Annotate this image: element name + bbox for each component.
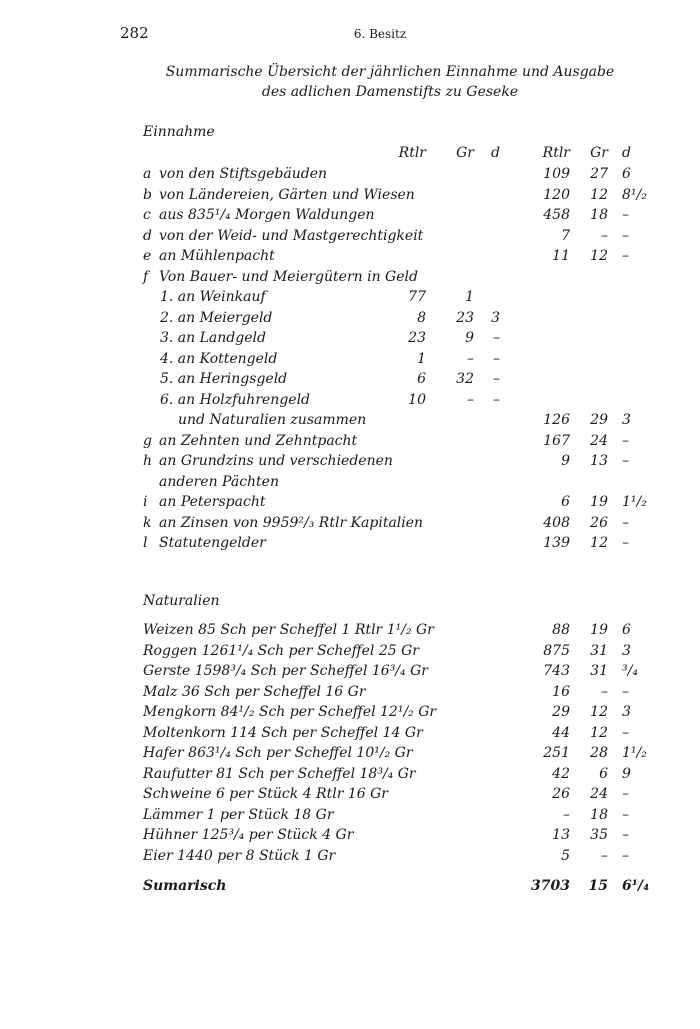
- cell-c1: 23: [408, 330, 426, 346]
- row-letter: e: [143, 248, 152, 264]
- cell-c6: –: [622, 847, 629, 864]
- cell-c4: 11: [552, 248, 570, 264]
- row-label: von Ländereien, Gärten und Wiesen: [159, 186, 415, 203]
- row-label: aus 835¹/₄ Morgen Waldungen: [159, 207, 375, 223]
- cell-c6: 1¹/₂: [622, 494, 647, 510]
- row-label: Von Bauer- und Meiergütern in Geld: [159, 268, 418, 285]
- cell-c6: –: [622, 453, 629, 469]
- cell-c5: 6: [599, 765, 608, 782]
- cell-c5: 27: [590, 166, 608, 182]
- cell-c6: 3: [622, 642, 631, 659]
- cell-c6: 3: [622, 412, 631, 428]
- row-label: Roggen 1261¹/₄ Sch per Scheffel 25 Gr: [143, 642, 419, 659]
- row-label: Malz 36 Sch per Scheffel 16 Gr: [143, 683, 366, 700]
- row-label: 6. an Holzfuhrengeld: [160, 391, 311, 408]
- row-label: von den Stiftsgebäuden: [159, 166, 328, 182]
- cell-c5: 18: [590, 207, 608, 223]
- row-label: 3. an Landgeld: [160, 330, 266, 346]
- row-letter: a: [143, 166, 152, 182]
- row-label: Raufutter 81 Sch per Scheffel 18³/₄ Gr: [143, 765, 416, 782]
- row-label: an Zehnten und Zehntpacht: [159, 432, 358, 449]
- cell-c6: 6: [622, 166, 631, 182]
- einnahme-row: [0, 351, 700, 371]
- row-label: an Mühlenpacht: [159, 248, 275, 264]
- einnahme-row: [0, 392, 700, 412]
- cell-c5: 24: [590, 432, 608, 449]
- cell-c4: 9: [561, 453, 570, 469]
- cell-c6: –: [622, 806, 629, 823]
- cell-c4: 7: [561, 227, 570, 244]
- cell-c2: 32: [456, 371, 474, 387]
- einnahme-row: [0, 228, 700, 248]
- row-letter: g: [143, 432, 152, 449]
- cell-c5: 19: [590, 494, 608, 510]
- total-rtlr: 3703: [531, 878, 570, 894]
- cell-c4: 44: [552, 724, 570, 741]
- einnahme-row: [0, 453, 700, 473]
- row-label: und Naturalien zusammen: [178, 412, 367, 428]
- column-header-row: [0, 145, 700, 165]
- cell-c5: 35: [590, 827, 608, 843]
- cell-c5: 12: [590, 724, 608, 741]
- table-title-line-1: Summarische Übersicht der jährlichen Einnahme und Ausgabe: [165, 64, 615, 80]
- row-label: Eier 1440 per 8 Stück 1 Gr: [143, 847, 336, 864]
- row-label: anderen Pächten: [159, 473, 279, 490]
- cell-c6: 9: [622, 765, 631, 782]
- cell-c4: 109: [543, 166, 570, 182]
- cell-c5: 18: [590, 806, 608, 823]
- cell-c5: 31: [590, 663, 608, 679]
- cell-c5: 29: [590, 412, 608, 428]
- row-letter: b: [143, 186, 152, 203]
- total-d: 6¹/₄: [622, 878, 650, 894]
- naturalien-row: [0, 684, 700, 704]
- einnahme-row: [0, 330, 700, 350]
- page-number: 282: [120, 24, 149, 42]
- col-header-d-2: d: [622, 145, 631, 161]
- cell-c4: –: [563, 806, 570, 823]
- cell-c1: 8: [417, 309, 426, 326]
- row-letter: f: [143, 268, 149, 285]
- row-label: Gerste 1598³/₄ Sch per Scheffel 16³/₄ Gr: [143, 663, 428, 679]
- einnahme-row: [0, 269, 700, 289]
- cell-c1: 6: [417, 371, 426, 387]
- total-row: [0, 878, 700, 898]
- einnahme-row: [0, 474, 700, 494]
- col-header-gr-2: Gr: [590, 145, 608, 161]
- cell-c6: 3: [622, 704, 631, 720]
- naturalien-row: [0, 848, 700, 868]
- cell-c4: 126: [543, 412, 570, 428]
- cell-c6: 1¹/₂: [622, 745, 647, 761]
- einnahme-row: [0, 207, 700, 227]
- cell-c5: 24: [590, 786, 608, 802]
- cell-c6: –: [622, 248, 629, 264]
- cell-c6: –: [622, 514, 629, 531]
- cell-c6: –: [622, 227, 629, 244]
- cell-c3: 3: [491, 309, 500, 326]
- row-letter: i: [143, 494, 148, 510]
- row-label: von der Weid- und Mastgerechtigkeit: [159, 227, 424, 244]
- cell-c3: –: [493, 371, 500, 387]
- cell-c4: 743: [543, 663, 570, 679]
- einnahme-row: [0, 535, 700, 555]
- row-label: an Peterspacht: [159, 494, 266, 510]
- cell-c1: 10: [408, 391, 426, 408]
- cell-c4: 251: [543, 745, 570, 761]
- cell-c4: 13: [552, 827, 570, 843]
- naturalien-row: [0, 745, 700, 765]
- naturalien-row: [0, 786, 700, 806]
- einnahme-row: [0, 371, 700, 391]
- cell-c3: –: [493, 350, 500, 367]
- cell-c6: 8¹/₂: [622, 186, 647, 203]
- einnahme-row: [0, 515, 700, 535]
- einnahme-row: [0, 412, 700, 432]
- cell-c5: 12: [590, 535, 608, 551]
- row-letter: d: [143, 227, 152, 244]
- naturalien-row: [0, 622, 700, 642]
- cell-c1: 1: [417, 350, 426, 367]
- col-header-d-1: d: [491, 145, 500, 161]
- einnahme-row: [0, 433, 700, 453]
- row-letter: c: [143, 207, 151, 223]
- cell-c3: –: [493, 391, 500, 408]
- cell-c2: –: [467, 350, 474, 367]
- einnahme-row: [0, 289, 700, 309]
- row-label: an Grundzins und verschiedenen: [159, 453, 393, 469]
- einnahme-row: [0, 494, 700, 514]
- cell-c6: –: [622, 432, 629, 449]
- row-label: Weizen 85 Sch per Scheffel 1 Rtlr 1¹/₂ Gr: [143, 622, 434, 638]
- cell-c2: 9: [465, 330, 474, 346]
- cell-c5: –: [601, 227, 608, 244]
- cell-c2: 23: [456, 309, 474, 326]
- naturalien-row: [0, 766, 700, 786]
- section-heading-naturalien: Naturalien: [143, 593, 220, 609]
- cell-c1: 77: [408, 289, 426, 305]
- cell-c5: 12: [590, 704, 608, 720]
- row-label: 5. an Heringsgeld: [160, 371, 288, 387]
- row-label: Lämmer 1 per Stück 18 Gr: [143, 806, 334, 823]
- cell-c2: 1: [465, 289, 474, 305]
- cell-c6: –: [622, 827, 629, 843]
- cell-c4: 6: [561, 494, 570, 510]
- running-head: 6. Besitz: [353, 27, 407, 41]
- cell-c5: 26: [590, 514, 608, 531]
- cell-c4: 167: [543, 432, 570, 449]
- naturalien-row: [0, 807, 700, 827]
- cell-c6: –: [622, 724, 629, 741]
- section-heading-einnahme: Einnahme: [143, 124, 215, 140]
- total-label: Sumarisch: [143, 878, 227, 894]
- einnahme-row: [0, 310, 700, 330]
- cell-c4: 458: [543, 207, 570, 223]
- einnahme-row: [0, 166, 700, 186]
- cell-c4: 120: [543, 186, 570, 203]
- cell-c5: –: [601, 683, 608, 700]
- cell-c6: ³/₄: [622, 663, 638, 679]
- cell-c6: 6: [622, 622, 631, 638]
- cell-c6: –: [622, 786, 629, 802]
- row-letter: l: [143, 535, 148, 551]
- naturalien-row: [0, 725, 700, 745]
- row-label: an Zinsen von 9959²/₃ Rtlr Kapitalien: [159, 514, 424, 531]
- row-label: Hühner 125³/₄ per Stück 4 Gr: [143, 827, 354, 843]
- cell-c5: –: [601, 847, 608, 864]
- cell-c5: 13: [590, 453, 608, 469]
- table-title-line-2: des adlichen Damenstifts zu Geseke: [261, 84, 519, 100]
- naturalien-row: [0, 827, 700, 847]
- cell-c5: 31: [590, 642, 608, 659]
- total-gr: 15: [588, 878, 608, 894]
- cell-c5: 12: [590, 186, 608, 203]
- cell-c6: –: [622, 535, 629, 551]
- cell-c4: 42: [552, 765, 570, 782]
- cell-c6: –: [622, 683, 629, 700]
- cell-c4: 88: [552, 622, 570, 638]
- cell-c6: –: [622, 207, 629, 223]
- cell-c4: 26: [552, 786, 570, 802]
- col-header-rtlr-1: Rtlr: [398, 145, 426, 161]
- row-label: Hafer 863¹/₄ Sch per Scheffel 10¹/₂ Gr: [143, 745, 413, 761]
- cell-c2: –: [467, 391, 474, 408]
- naturalien-row: [0, 663, 700, 683]
- row-letter: k: [143, 514, 152, 531]
- naturalien-row: [0, 643, 700, 663]
- cell-c5: 19: [590, 622, 608, 638]
- row-label: Moltenkorn 114 Sch per Scheffel 14 Gr: [143, 724, 423, 741]
- row-label: 2. an Meiergeld: [160, 309, 273, 326]
- cell-c5: 28: [590, 745, 608, 761]
- cell-c4: 16: [552, 683, 570, 700]
- einnahme-row: [0, 187, 700, 207]
- row-label: 4. an Kottengeld: [160, 350, 278, 367]
- row-label: Statutengelder: [159, 535, 266, 551]
- row-label: Mengkorn 84¹/₂ Sch per Scheffel 12¹/₂ Gr: [143, 704, 437, 720]
- col-header-gr-1: Gr: [456, 145, 474, 161]
- naturalien-row: [0, 704, 700, 724]
- cell-c4: 5: [561, 847, 570, 864]
- cell-c4: 875: [543, 642, 570, 659]
- cell-c4: 408: [543, 514, 570, 531]
- cell-c4: 29: [552, 704, 570, 720]
- cell-c3: –: [493, 330, 500, 346]
- cell-c5: 12: [590, 248, 608, 264]
- row-label: Schweine 6 per Stück 4 Rtlr 16 Gr: [143, 786, 388, 802]
- row-letter: h: [143, 453, 153, 469]
- row-label: 1. an Weinkauf: [160, 289, 266, 305]
- cell-c4: 139: [543, 535, 570, 551]
- col-header-rtlr-2: Rtlr: [542, 145, 570, 161]
- einnahme-row: [0, 248, 700, 268]
